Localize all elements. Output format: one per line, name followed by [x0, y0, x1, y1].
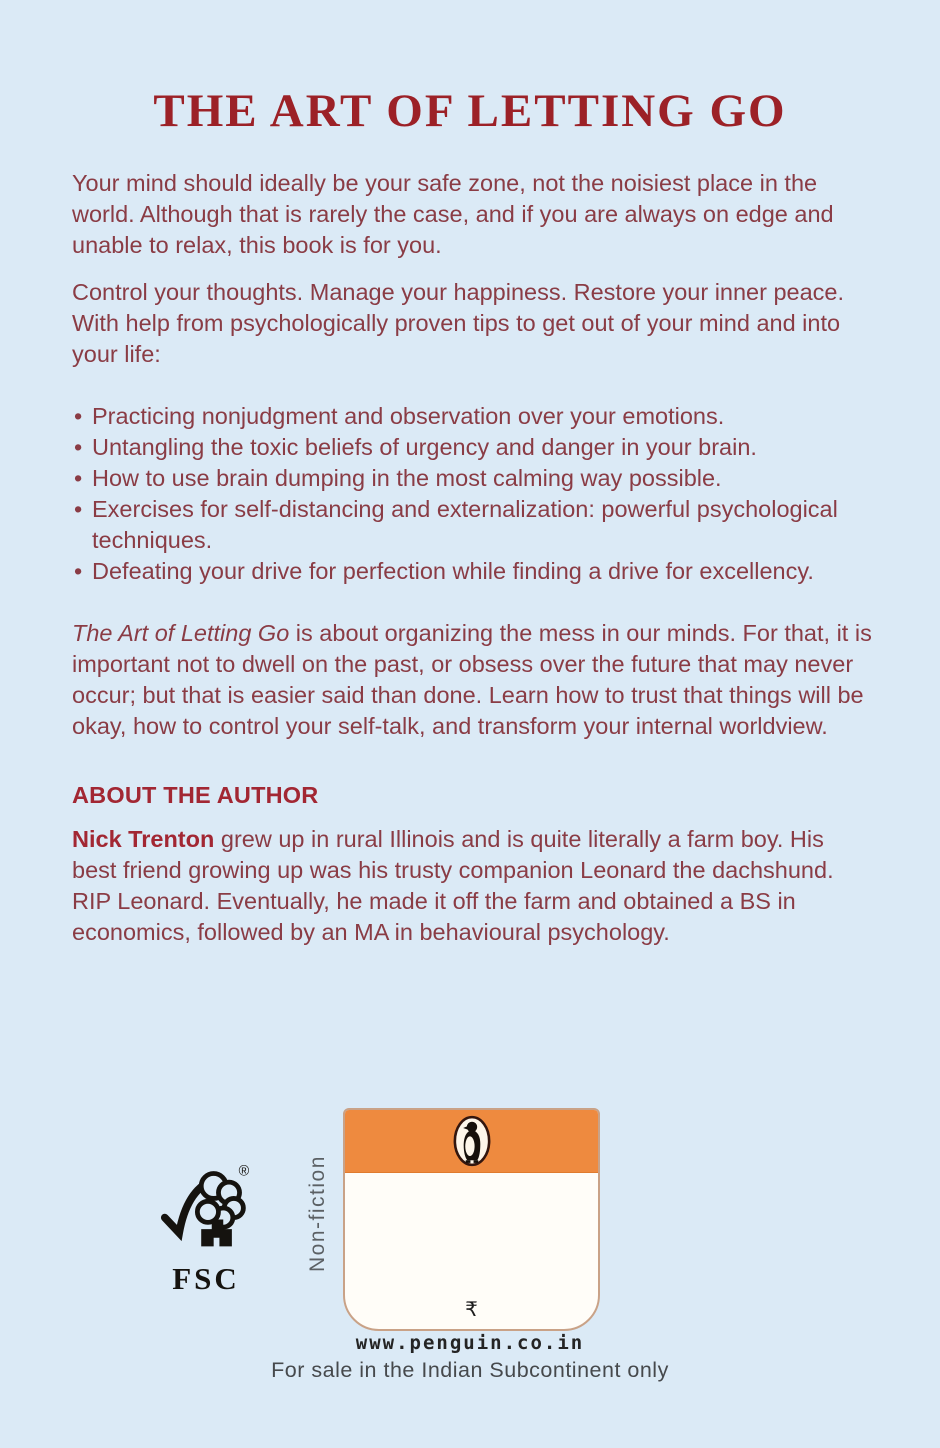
- imprint-area: [0, 1100, 940, 1448]
- fsc-certification-mark: [156, 1162, 256, 1297]
- about-author-heading: ABOUT THE AUTHOR: [72, 781, 319, 808]
- list-item-text: Practicing nonjudgment and observation over your emotions.: [92, 402, 725, 429]
- intro-paragraph: Your mind should ideally be your safe zone, not the noisiest place in the world. Although that is rarely the case, and if you are always on edge and unable to relax, this book is for you.: [72, 169, 834, 258]
- genre-label: Non-fiction: [306, 1155, 329, 1272]
- book-title-inline: The Art of Letting Go: [72, 619, 290, 646]
- closing-paragraph: [72, 618, 872, 742]
- blurb-content: [72, 168, 872, 948]
- bullet-icon: •: [74, 557, 83, 584]
- list-item: [74, 494, 872, 556]
- list-item-text: Untangling the toxic beliefs of urgency and danger in your brain.: [92, 433, 757, 460]
- price-box: [343, 1108, 600, 1331]
- penguin-logo-icon: [451, 1114, 493, 1168]
- list-item-text: Defeating your drive for perfection while finding a drive for excellency.: [92, 557, 814, 584]
- rupee-currency-symbol: ₹: [465, 1297, 478, 1321]
- fsc-label: FSC: [172, 1261, 240, 1296]
- bullet-icon: •: [74, 433, 83, 460]
- price-box-orange-band: [345, 1110, 598, 1173]
- author-bio-text: grew up in rural Illinois and is quite literally a farm boy. His best friend growing up was his trusty companion Leonard the dachshund. RIP Leonard. Eventually, he made it off the farm and obtained a BS in economics, followed by an MA in behavioural psychology.: [72, 825, 834, 945]
- feature-list: [72, 401, 872, 587]
- list-item: [74, 463, 872, 494]
- registered-mark: ®: [238, 1163, 250, 1180]
- list-item: [74, 556, 872, 587]
- list-item-text: Exercises for self-distancing and externalization: powerful psychological techniques.: [92, 495, 838, 553]
- book-title: THE ART OF LETTING GO: [153, 85, 787, 137]
- sale-territory-note: For sale in the Indian Subcontinent only: [271, 1358, 669, 1382]
- bullet-icon: •: [74, 402, 83, 429]
- promise-paragraph: Control your thoughts. Manage your happiness. Restore your inner peace. With help from psychologically proven tips to get out of your mind and into your life:: [72, 278, 845, 367]
- bullet-icon: •: [74, 495, 83, 522]
- list-item: [74, 432, 872, 463]
- fsc-tree-checkmark-icon: [158, 1162, 254, 1254]
- list-item: [74, 401, 872, 432]
- author-bio-paragraph: [72, 824, 872, 948]
- bullet-icon: •: [74, 464, 83, 491]
- publisher-website: www.penguin.co.in: [355, 1332, 585, 1354]
- list-item-text: How to use brain dumping in the most calming way possible.: [92, 464, 722, 491]
- closing-paragraph-text: is about organizing the mess in our minds. For that, it is important not to dwell on the past, or obsess over the future that may never occur; but that is easier said than done. Learn how to trust that things will be okay, how to control your self-talk, and transform your internal worldview.: [72, 619, 872, 739]
- author-name: Nick Trenton: [72, 825, 215, 852]
